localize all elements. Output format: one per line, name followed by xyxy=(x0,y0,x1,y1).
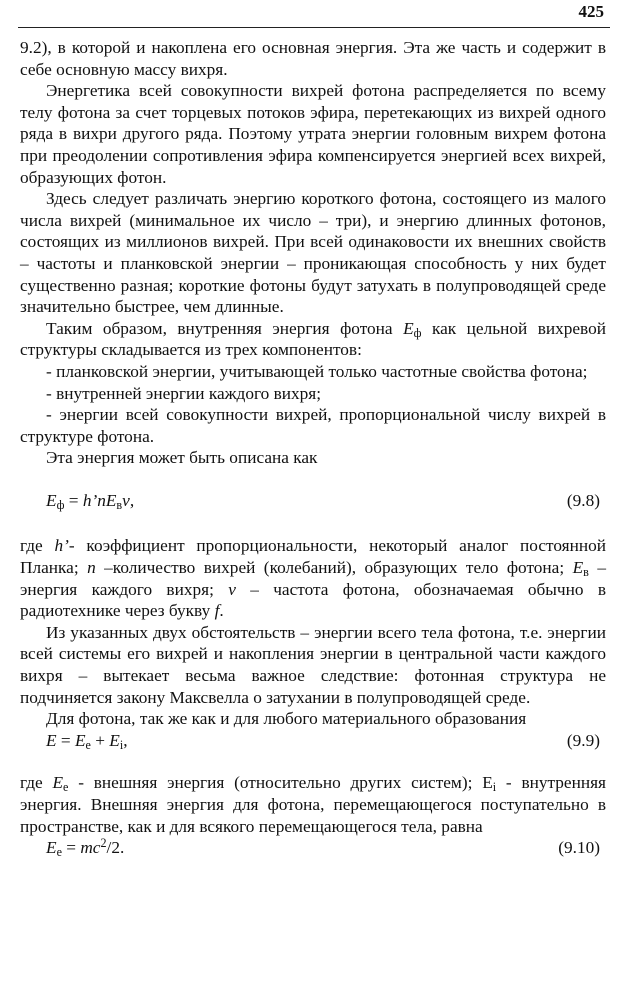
paragraph: Для фотона, так же как и для любого материального образования xyxy=(46,709,527,729)
paragraph: Таким образом, внутренняя энергия фотона $E_ф$ как цельной вихревой структуры складывается из трех компонентов: xyxy=(20,318,606,360)
formula: $E = E_е + E_i$, xyxy=(46,730,128,752)
header-rule xyxy=(18,27,610,28)
paragraph: где $E_е$ - внешняя энергия (относительно других систем); $E_i$ - внутренняя энергия. Внешняя энергия для фотона, перемещающегося поступательно в пространстве, как и для всякого перемещающегося тела, равна xyxy=(20,773,606,836)
paragraph: Здесь следует различать энергию короткого фотона, состоящего из малого числа вихрей (минимальное их число – три), и энергию длинных фотонов, состоящих из миллионов вихрей. При всей одинаковости их внешних свойств – частоты и планковской энергии – проникающая способность у них будет существенно разная; короткие фотоны будут затухать в полупроводящей среде значительно быстрее, чем длинные. xyxy=(20,189,606,317)
paragraph: Энергетика всей совокупности вихрей фотона распределяется по всему телу фотона за счет торцевых потоков эфира, перетекающих из вихрей одного ряда в вихри другого ряда. Поэтому утрата энергии головным вихрем фотона при преодолении сопротивления эфира компенсируется энергией всех вихрей, образующих фотон. xyxy=(20,81,606,187)
list-item: - планковской энергии, учитывающей только частотные свойства фотона; xyxy=(46,361,588,381)
formula: $E_ф$ = $h’nE_вv$, xyxy=(46,490,135,512)
list-item: - энергии всей совокупности вихрей, пропорциональной числу вихрей в структуре фотона. xyxy=(20,405,606,446)
equation-number: (9.9) xyxy=(566,730,600,750)
equation-9-9 xyxy=(20,730,606,752)
equation-9-8 xyxy=(20,490,606,512)
paragraph: Эта энергия может быть описана как xyxy=(46,448,318,468)
formula: $E_е = mc^2/2$. xyxy=(46,836,125,860)
equation-number: (9.10) xyxy=(558,838,600,858)
paragraph: 9.2), в которой и накоплена его основная энергия. Эта же часть и содержит в себе основную массу вихря. xyxy=(20,38,606,79)
list-item: - внутренней энергии каждого вихря; xyxy=(46,383,322,403)
equation-9-10 xyxy=(20,837,606,859)
page-number: 425 xyxy=(578,2,604,21)
equation-number: (9.8) xyxy=(566,490,600,510)
page-body xyxy=(20,37,606,859)
paragraph: Из указанных двух обстоятельств – энергии всего тела фотона, т.е. энергии всей системы его вихрей и накопления энергии в центральной части каждого вихря – вытекает весьма важное следствие: фотонная структура не подчиняется закону Максвелла о затухании в полупроводящей среде. xyxy=(20,622,606,707)
paragraph: где h’- коэффициент пропорциональности, некоторый аналог постоянной Планка; n –количество вихрей (колебаний), образующих тело фотона; $E_в$ – энергия каждого вихря; v – частота фотона, обозначаемая обычно в радиотехнике через букву f. xyxy=(20,536,606,621)
